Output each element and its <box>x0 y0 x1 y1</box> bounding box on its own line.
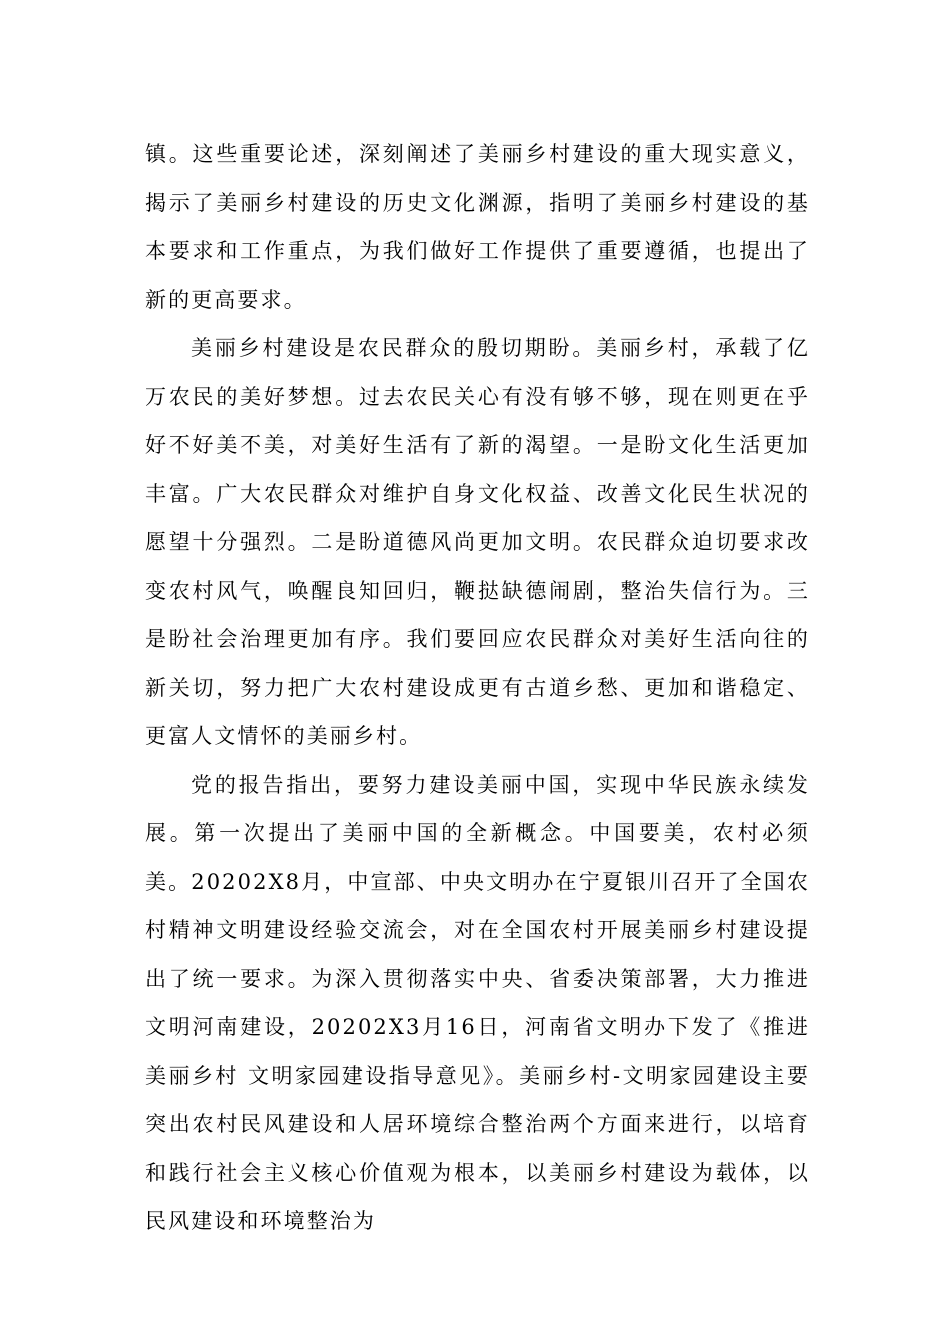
paragraph-1: 镇。这些重要论述，深刻阐述了美丽乡村建设的重大现实意义，揭示了美丽乡村建设的历史文化渊源，指明了美丽乡村建设的基本要求和工作重点，为我们做好工作提供了重要遵循，也提出了新的更高要求。 <box>145 142 810 312</box>
paragraph-2: 美丽乡村建设是农民群众的殷切期盼。美丽乡村，承载了亿万农民的美好梦想。过去农民关心有没有够不够，现在则更在乎好不好美不美，对美好生活有了新的渴望。一是盼文化生活更加丰富。广大农民群众对维护自身文化权益、改善文化民生状况的愿望十分强烈。二是盼道德风尚更加文明。农民群众迫切要求改变农村风气，唤醒良知回归，鞭挞缺德闹剧，整治失信行为。三是盼社会治理更加有序。我们要回应农民群众对美好生活向往的新关切，努力把广大农村建设成更有古道乡愁、更加和谐稳定、更富人文情怀的美丽乡村。 <box>145 336 810 748</box>
body-text <box>145 130 810 1246</box>
paragraph-3: 党的报告指出，要努力建设美丽中国，实现中华民族永续发展。第一次提出了美丽中国的全新概念。中国要美，农村必须美。20202X8月，中宣部、中央文明办在宁夏银川召开了全国农村精神文明建设经验交流会，对在全国农村开展美丽乡村建设提出了统一要求。为深入贯彻落实中央、省委决策部署，大力推进文明河南建设，20202X3月16日，河南省文明办下发了《推进美丽乡村 文明家园建设指导意见》。美丽乡村-文明家园建设主要突出农村民风建设和人居环境综合整治两个方面来进行，以培育和践行社会主义核心价值观为根本，以美丽乡村建设为载体，以民风建设和环境整治为 <box>145 772 810 1233</box>
